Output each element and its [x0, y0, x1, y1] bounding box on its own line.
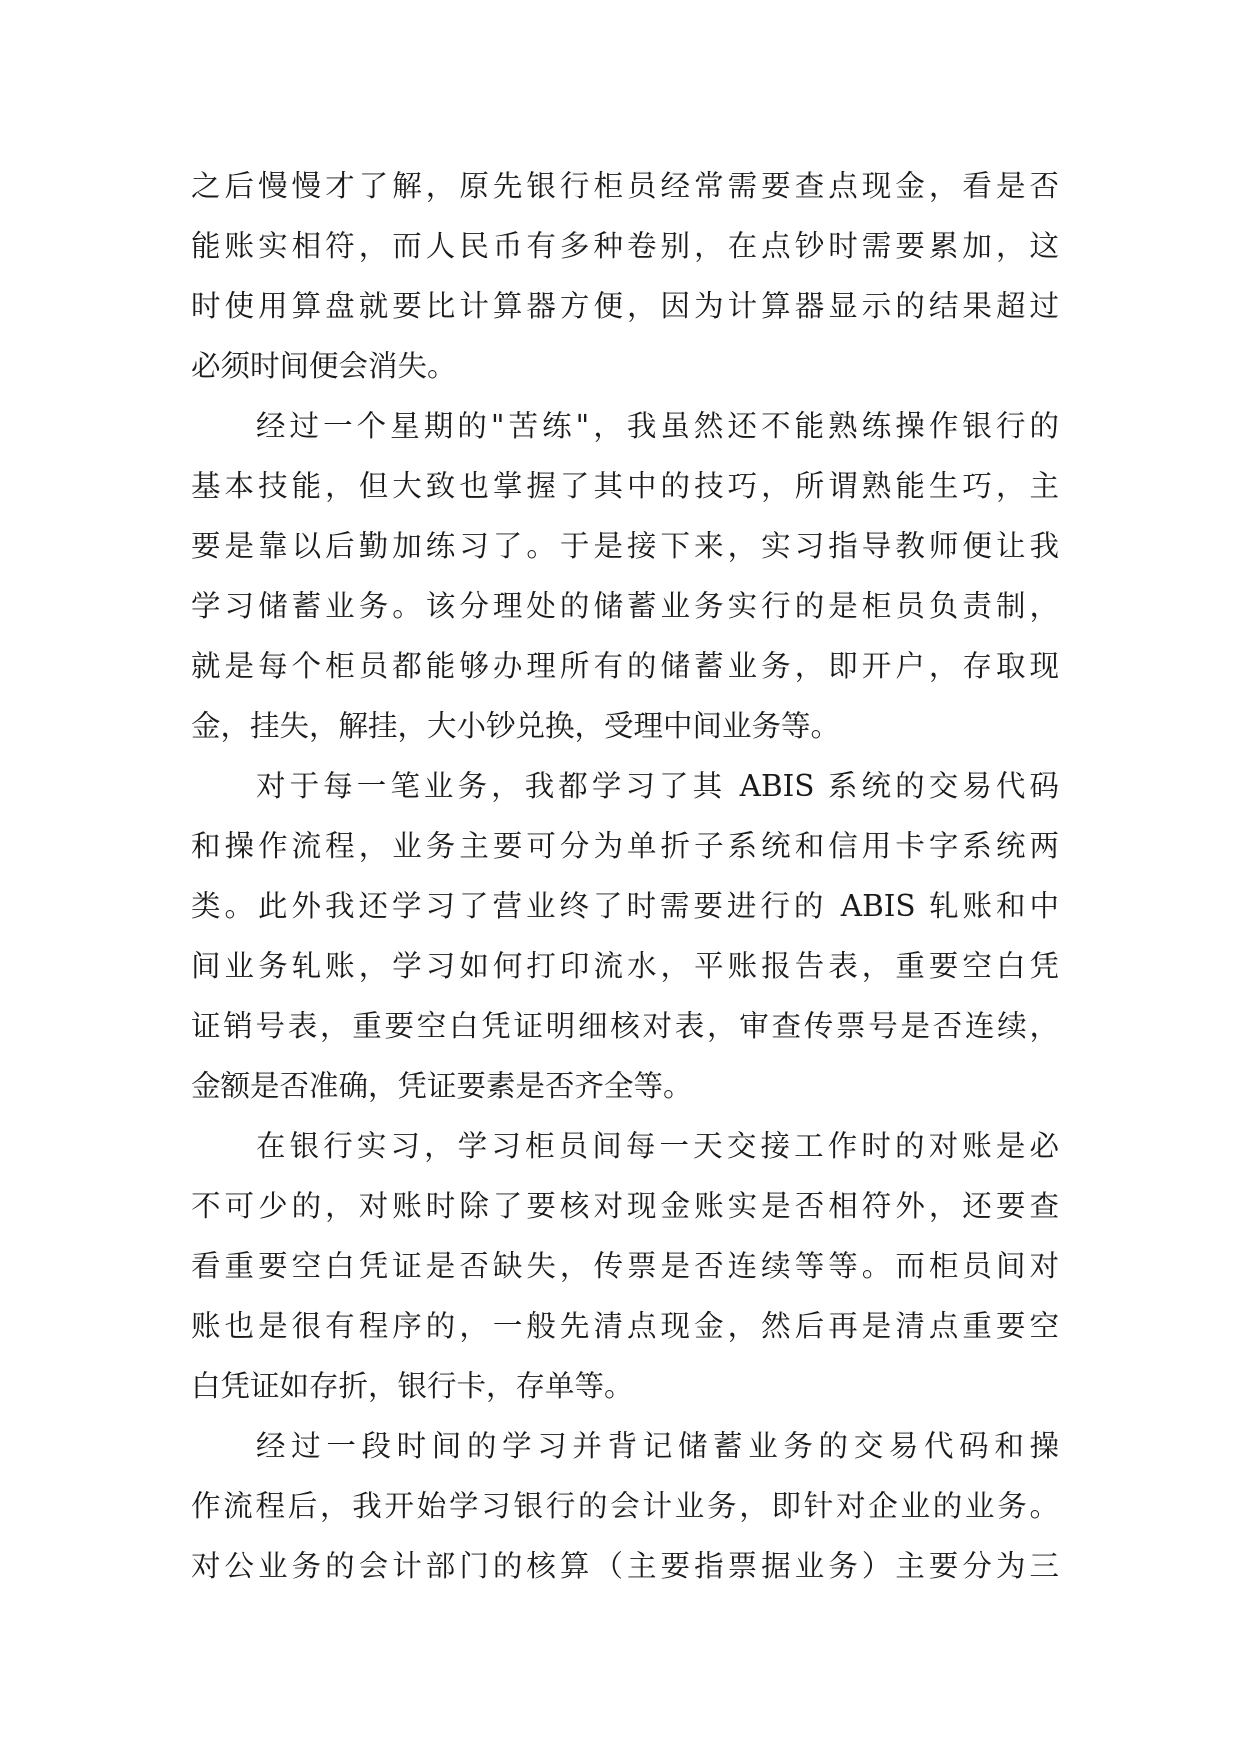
text-line: 学习储蓄业务。该分理处的储蓄业务实行的是柜员负责制， — [191, 589, 1059, 623]
text-line: 金，挂失，解挂，大小钞兑换，受理中间业务等。 — [191, 709, 841, 743]
text-line: 就是每个柜员都能够办理所有的储蓄业务，即开户，存取现 — [191, 649, 1059, 683]
text-line: 必须时间便会消失。 — [191, 349, 457, 383]
text-line: 证销号表，重要空白凭证明细核对表，审查传票号是否连续， — [191, 1009, 1059, 1043]
text-line: 金额是否准确，凭证要素是否齐全等。 — [191, 1069, 693, 1103]
text-line: 时使用算盘就要比计算器方便，因为计算器显示的结果超过 — [191, 289, 1059, 323]
text-line: 对于每一笔业务，我都学习了其 ABIS 系统的交易代码 — [256, 769, 1059, 803]
text-line: 作流程后，我开始学习银行的会计业务，即针对企业的业务。 — [191, 1489, 1059, 1523]
text-line: 经过一段时间的学习并背记储蓄业务的交易代码和操 — [256, 1429, 1059, 1463]
text-line: 不可少的，对账时除了要核对现金账实是否相符外，还要查 — [191, 1189, 1059, 1223]
body-text — [191, 156, 1059, 1596]
text-line: 账也是很有程序的，一般先清点现金，然后再是清点重要空 — [191, 1309, 1059, 1343]
text-line: 在银行实习，学习柜员间每一天交接工作时的对账是必 — [256, 1129, 1059, 1163]
text-line: 能账实相符，而人民币有多种卷别，在点钞时需要累加，这 — [191, 229, 1059, 263]
text-line: 间业务轧账，学习如何打印流水，平账报告表，重要空白凭 — [191, 949, 1059, 983]
text-line: 经过一个星期的"苦练"，我虽然还不能熟练操作银行的 — [256, 409, 1059, 443]
text-line: 之后慢慢才了解，原先银行柜员经常需要查点现金，看是否 — [191, 169, 1059, 203]
text-line: 要是靠以后勤加练习了。于是接下来，实习指导教师便让我 — [191, 529, 1059, 563]
text-line: 对公业务的会计部门的核算（主要指票据业务）主要分为三 — [191, 1549, 1059, 1583]
text-line: 看重要空白凭证是否缺失，传票是否连续等等。而柜员间对 — [191, 1249, 1059, 1283]
text-line: 和操作流程，业务主要可分为单折子系统和信用卡字系统两 — [191, 829, 1059, 863]
text-line: 类。此外我还学习了营业终了时需要进行的 ABIS 轧账和中 — [191, 889, 1059, 923]
text-line: 白凭证如存折，银行卡，存单等。 — [191, 1369, 634, 1403]
text-line: 基本技能，但大致也掌握了其中的技巧，所谓熟能生巧，主 — [191, 469, 1059, 503]
